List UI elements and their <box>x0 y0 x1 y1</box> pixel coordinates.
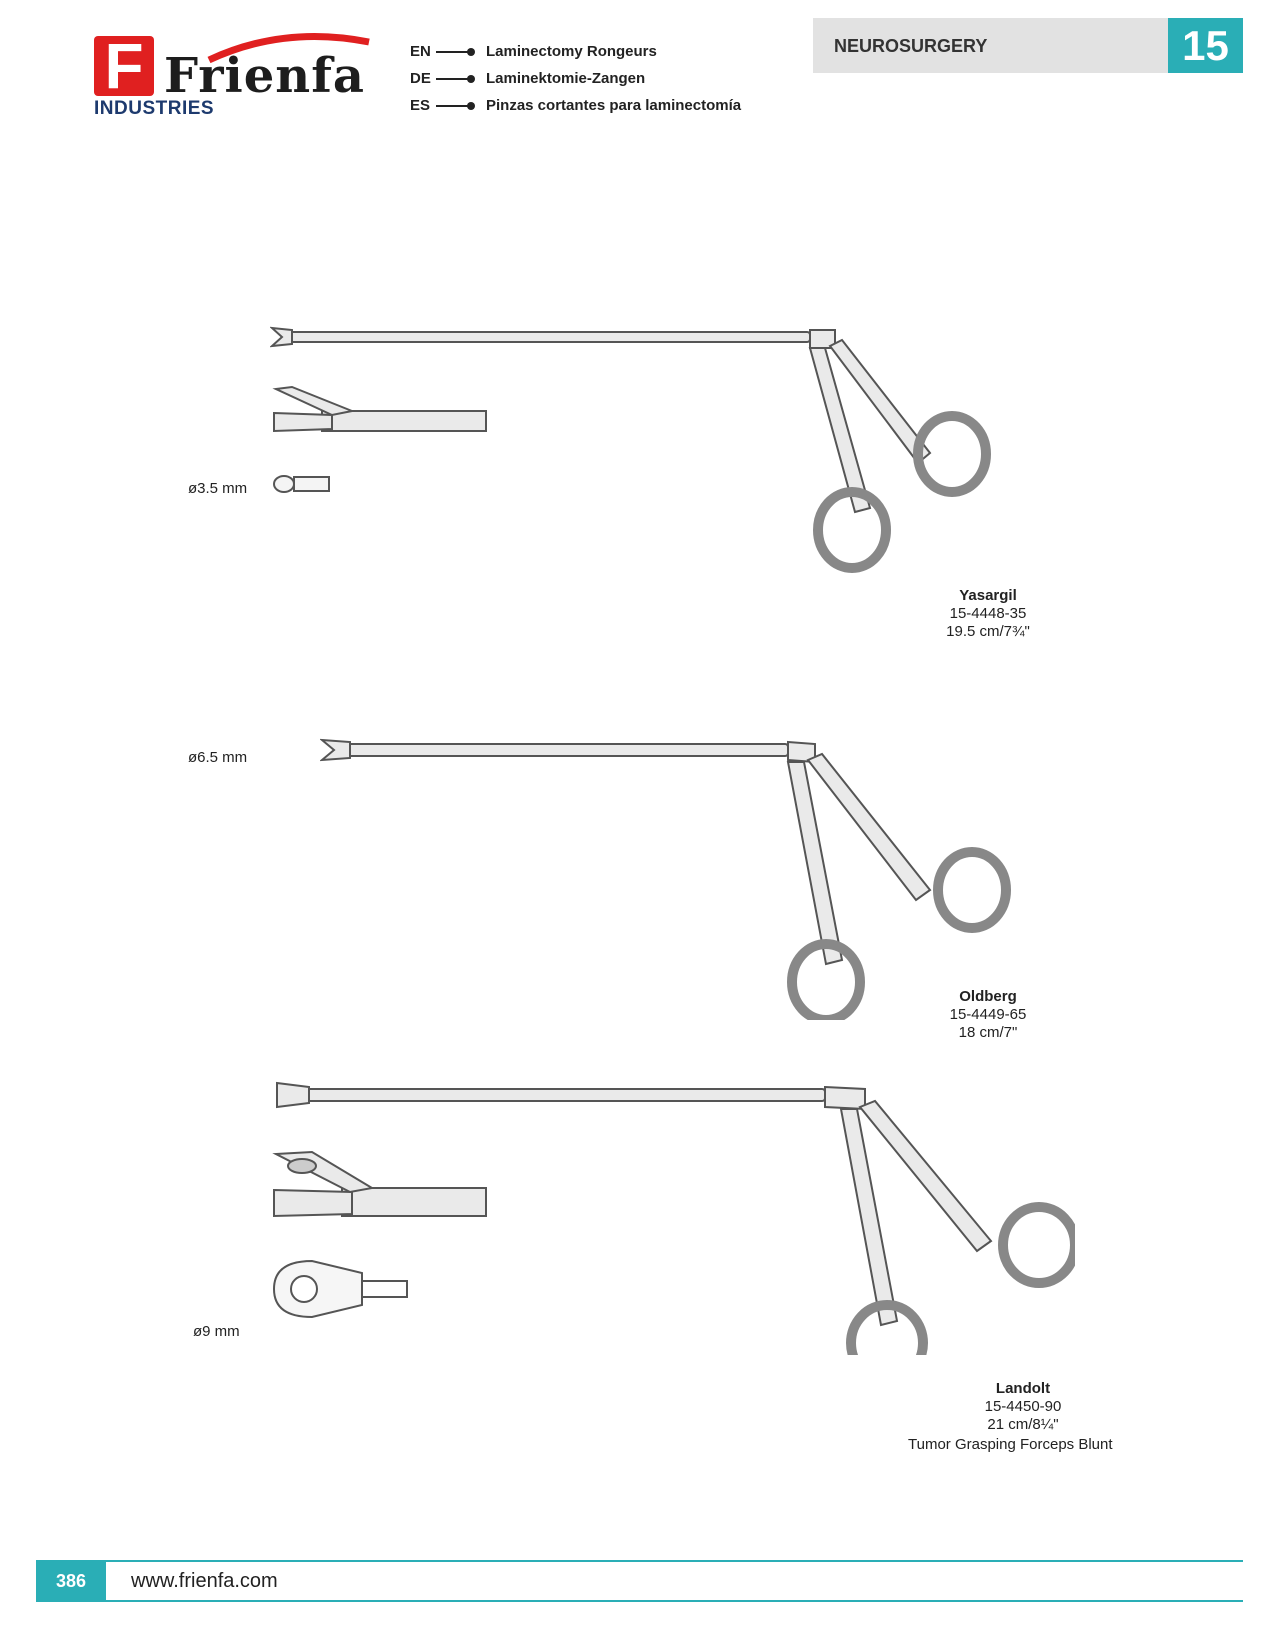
connector-icon <box>436 51 472 53</box>
lang-row-es <box>410 92 741 119</box>
lang-row-en <box>410 38 741 65</box>
tip-detail-image <box>272 385 487 443</box>
lang-title: Laminektomie-Zangen <box>486 70 646 87</box>
product-size: 19.5 cm/7¾" <box>946 623 1030 640</box>
lang-code: ES <box>410 97 431 114</box>
product-code: 15-4450-90 <box>984 1398 1062 1415</box>
logo-wordmark: Frienfa <box>164 48 365 104</box>
product-caption <box>908 988 1068 1042</box>
product-name: Landolt <box>995 1380 1051 1397</box>
product-size: 21 cm/8¼" <box>987 1416 1059 1433</box>
product-code: 15-4448-35 <box>949 605 1027 622</box>
diameter-label: ø9 mm <box>193 1323 240 1340</box>
category-label: NEUROSURGERY <box>834 36 988 56</box>
tip-profile-image <box>272 474 332 494</box>
tip-profile-image <box>272 1257 412 1322</box>
connector-icon <box>436 105 472 107</box>
page-number: 386 <box>36 1562 106 1600</box>
product-code: 15-4449-65 <box>949 1006 1027 1023</box>
category-number: 15 <box>1168 18 1243 73</box>
website-link[interactable]: www.frienfa.com <box>131 1570 278 1592</box>
connector-icon <box>436 78 472 80</box>
lang-title: Laminectomy Rongeurs <box>486 43 657 60</box>
language-list <box>410 38 741 119</box>
diameter-label: ø6.5 mm <box>188 749 248 766</box>
rongeur-yasargil-image <box>270 318 1030 598</box>
lang-row-de <box>410 65 741 92</box>
brand-logo <box>94 30 374 122</box>
product-description: Tumor Grasping Forceps Blunt <box>908 1436 1113 1453</box>
logo-mark-icon: F <box>94 36 154 96</box>
lang-code: EN <box>410 43 431 60</box>
product-size: 18 cm/7" <box>958 1024 1018 1041</box>
logo-subtitle: INDUSTRIES <box>94 98 215 119</box>
lang-code: DE <box>410 70 431 87</box>
tip-detail-image <box>272 1150 487 1225</box>
product-name: Oldberg <box>959 988 1017 1005</box>
footer-divider <box>36 1600 1243 1602</box>
product-caption <box>943 1380 1103 1434</box>
diameter-label: ø3.5 mm <box>188 480 248 497</box>
product-caption <box>908 587 1068 641</box>
rongeur-oldberg-image <box>320 730 1020 1020</box>
lang-title: Pinzas cortantes para laminectomía <box>486 97 742 114</box>
footer-divider <box>36 1560 1243 1562</box>
product-name: Yasargil <box>959 587 1017 604</box>
